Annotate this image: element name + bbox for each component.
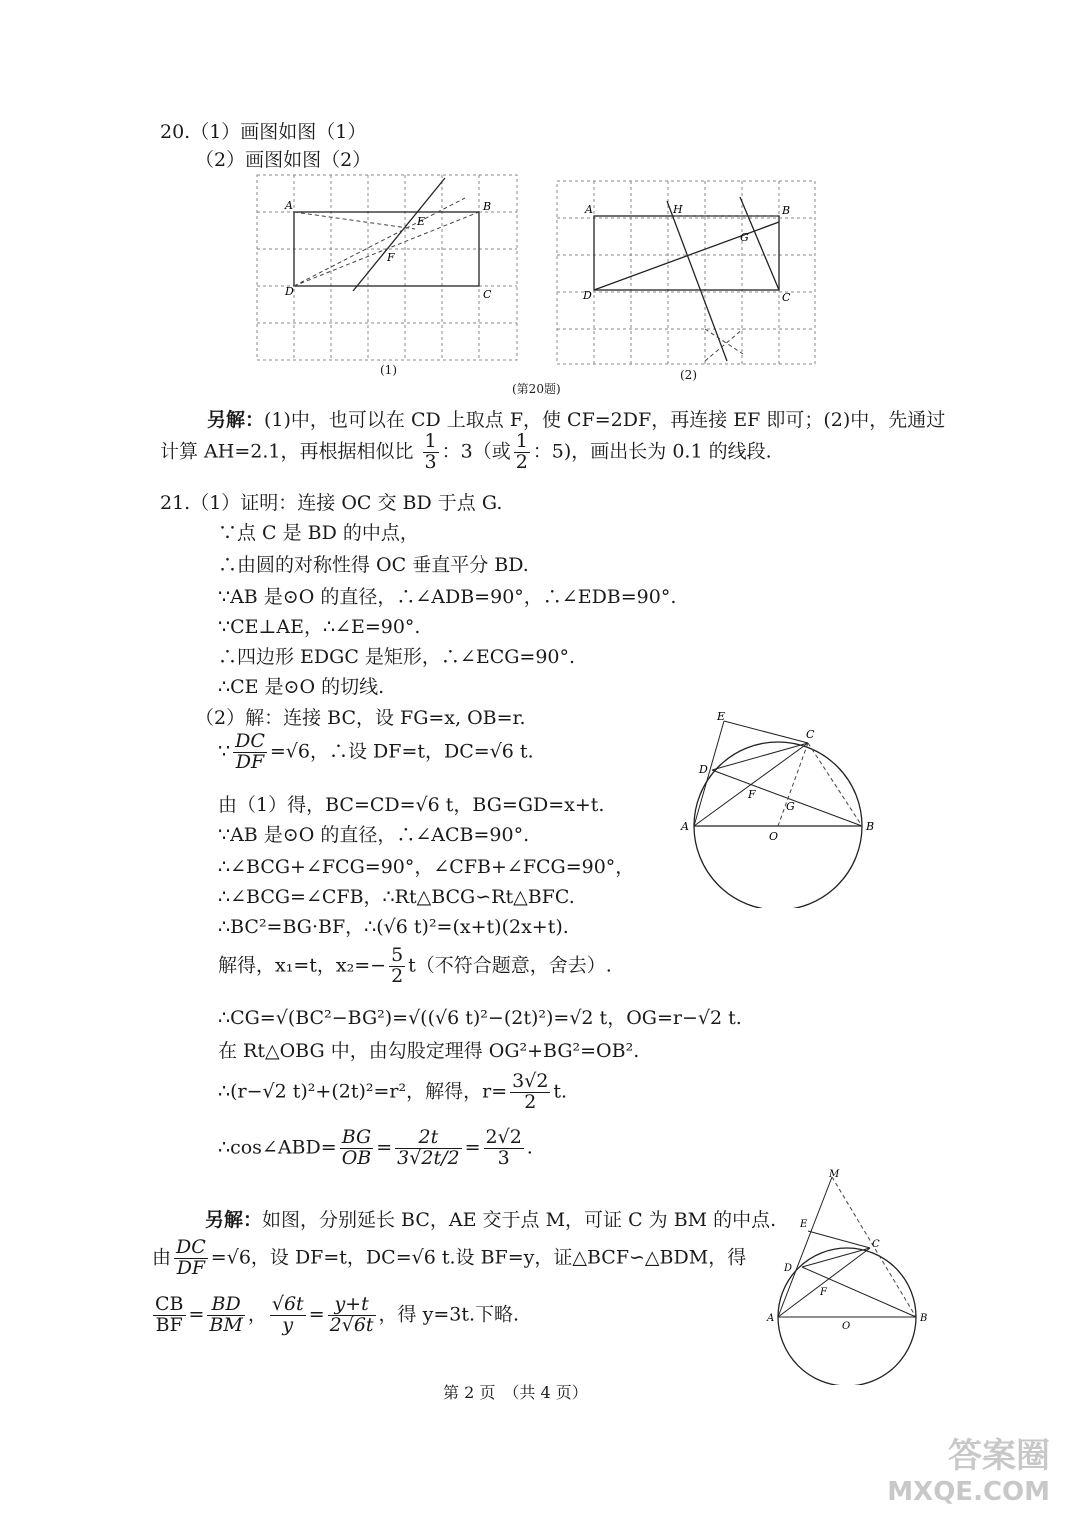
svg-text:B: B	[866, 820, 875, 833]
q21-p2-l4: ∴∠BCG+∠FCG=90°，∠CFB+∠FCG=90°，	[218, 856, 635, 878]
q20-alt-line1: 另解：(1)中，也可以在 CD 上取点 F，使 CF=2DF，再连接 EF 即可；(2)中，先通过	[207, 409, 946, 431]
page-footer: 第 2 页 （共 4 页）	[443, 1383, 588, 1402]
label-G: G	[740, 231, 749, 244]
q21-p2-l11: ∴cos∠ABD= $\frac{BG}{OB}$ = $\frac{2t}{3√2t/2}$ = $\frac{2√2}{3}$ .	[218, 1126, 533, 1169]
svg-text:O: O	[769, 830, 779, 843]
q21-alt-l1: 另解：如图，分别延长 BC，AE 交于点 M，可证 C 为 BM 的中点.	[205, 1209, 777, 1231]
label-F: F	[387, 251, 395, 264]
label-A: A	[285, 199, 293, 212]
q21-p2-l8: ∴CG=√(BC²−BG²)=√((√6 t)²−(2t)²)=√2 t，OG=r−√2 t.	[218, 1007, 742, 1029]
q21-p2-l5: ∴∠BCG=∠CFB，∴Rt△BCG∽Rt△BFC.	[218, 886, 575, 908]
q20-line2: （2）画图如图（2）	[195, 149, 372, 171]
svg-text:M: M	[829, 1169, 840, 1180]
q21-p2-l9: 在 Rt△OBG 中，由勾股定理得 OG²+BG²=OB².	[218, 1040, 640, 1062]
svg-text:G: G	[786, 800, 795, 813]
q21-p2-title: （2）解：连接 BC，设 FG=x, OB=r.	[195, 707, 526, 729]
q21-alt-l2: 由 $\frac{DC}{DF}$ =√6，设 DF=t，DC=√6 t.设 BF=y，证△BCF∽△BDM，得	[152, 1236, 747, 1279]
q21-p1-l2: ∴由圆的对称性得 OC 垂直平分 BD.	[218, 554, 529, 576]
label-C: C	[483, 288, 492, 301]
q21-p1-l1: ∵点 C 是 BD 的中点，	[218, 522, 419, 544]
q21-p2-l7: 解得，x₁=t，x₂=− $\frac{5}{2}$ t（不符合题意，舍去）.	[218, 944, 612, 987]
svg-text:D: D	[699, 763, 708, 776]
q21-p1-l4: ∵CE⊥AE，∴∠E=90°.	[218, 616, 421, 638]
q20-alt-line2: 计算 AH=2.1，再根据相似比 $\frac{1}{3}$ ：3（或 $\frac{1}{2}$ ：5)，画出长为 0.1 的线段.	[160, 430, 772, 473]
figure-20-2	[555, 179, 817, 367]
q21-p1-l5: ∴四边形 EDGC 是矩形，∴∠ECG=90°.	[218, 646, 576, 668]
svg-text:A: A	[681, 820, 689, 833]
figs-caption: (第20题)	[512, 382, 561, 396]
fig2-caption: (2)	[680, 368, 697, 382]
svg-text:C: C	[806, 728, 815, 741]
q21-p2-l10: ∴(r−√2 t)²+(2t)²=r²，解得，r= $\frac{3√2}{2}$ t.	[218, 1070, 568, 1113]
q20-line1: 20.（1）画图如图（1）	[160, 121, 367, 143]
svg-text:C: C	[872, 1239, 880, 1250]
q21-p2-l6: ∴BC²=BG·BF，∴(√6 t)²=(x+t)(2x+t).	[218, 916, 569, 938]
svg-text:O: O	[842, 1321, 851, 1332]
fig1-caption: (1)	[380, 363, 397, 377]
q21-p2-l3: ∵AB 是⊙O 的直径，∴∠ACB=90°.	[218, 824, 530, 846]
label-D: D	[285, 285, 294, 298]
figure-21-2	[762, 1165, 937, 1385]
label-D2: D	[583, 289, 592, 302]
q21-p2-l2: 由（1）得，BC=CD=√6 t，BG=GD=x+t.	[218, 794, 605, 816]
label-E: E	[417, 215, 426, 228]
label-B: B	[483, 200, 492, 213]
svg-text:B: B	[920, 1313, 928, 1324]
label-A2: A	[585, 203, 593, 216]
svg-text:A: A	[767, 1313, 775, 1324]
watermark	[887, 1428, 1050, 1507]
q21-p1-title: 21.（1）证明：连接 OC 交 BD 于点 G.	[160, 492, 503, 514]
figure-21-1	[672, 708, 887, 908]
svg-text:E: E	[717, 710, 726, 723]
label-B2: B	[782, 204, 791, 217]
svg-text:F: F	[820, 1287, 827, 1298]
watermark-logo: 答案圈	[948, 1436, 1050, 1476]
label-C2: C	[782, 291, 791, 304]
figure-20-1	[255, 173, 520, 363]
q21-alt-l3: $\frac{CB}{BF}$ = $\frac{BD}{BM}$ ， $\frac{√6t}{y}$ = $\frac{y+t}{2√6t}$ ，得 y=3t.下略.	[155, 1293, 520, 1336]
svg-text:F: F	[748, 788, 756, 801]
q21-p1-l6: ∴CE 是⊙O 的切线.	[218, 676, 385, 698]
label-H: H	[673, 203, 683, 216]
svg-text:D: D	[784, 1263, 793, 1274]
alt-label: 另解：	[207, 409, 265, 431]
q21-p1-l3: ∵AB 是⊙O 的直径，∴∠ADB=90°，∴∠EDB=90°.	[218, 586, 677, 608]
q21-p2-l1: ∵ $\frac{DC}{DF}$ =√6，∴设 DF=t，DC=√6 t.	[218, 730, 534, 773]
watermark-text: MXQE.COM	[887, 1477, 1050, 1507]
svg-text:E: E	[800, 1219, 808, 1230]
